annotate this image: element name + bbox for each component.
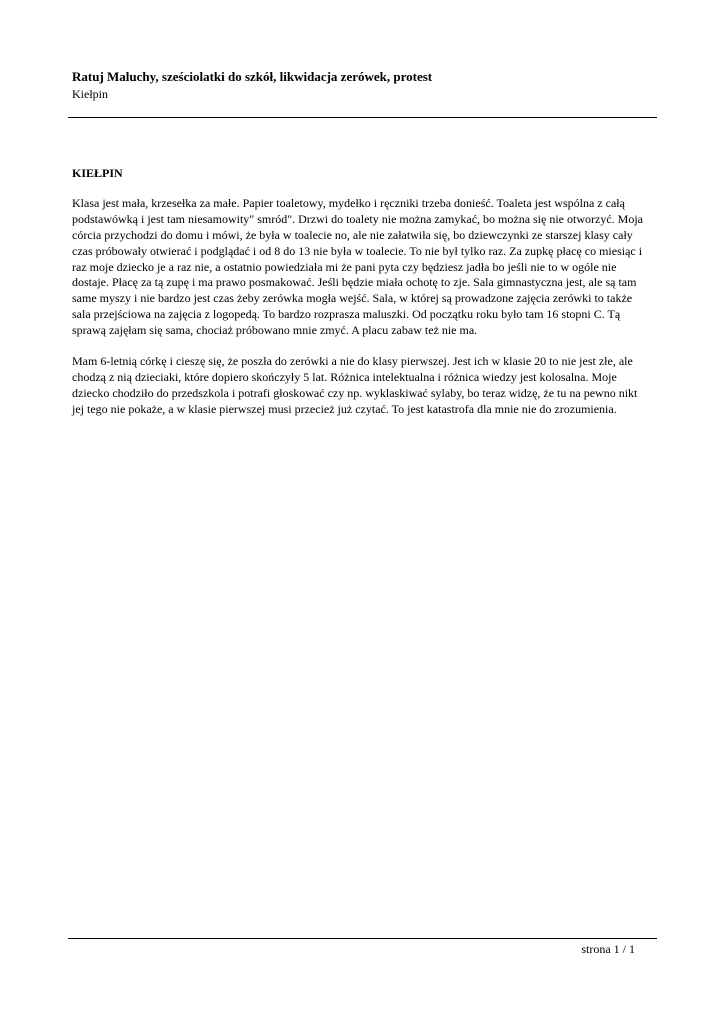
text-line: dostaje. Płacę za tą zupę i ma prawo posmakować. Jeśli będzie miała ochotę to zje. Sala gimnastyczna jest, ale są tam	[72, 275, 637, 290]
paragraph-1	[72, 196, 657, 339]
text-line: córcia przychodzi do domu i mówi, że była w toalecie no, ale nie załatwiła się, bo dziewczynki ze starszej klasy cały	[72, 227, 633, 242]
document-body	[72, 166, 657, 433]
text-line: czas próbowały otwierać i podglądać i od 8 do 13 nie była w toalecie. To nie był tylko raz. Za zupkę płacę co miesiąc i	[72, 243, 643, 258]
document-title: Ratuj Maluchy, sześciolatki do szkół, likwidacja zerówek, protest	[72, 69, 433, 84]
text-line: Mam 6-letnią córkę i cieszę się, że poszła do zerówki a nie do klasy pierwszej. Jest ich w klasie 20 to nie jest złe, ale	[72, 354, 633, 369]
text-line: jej tego nie pokaże, a w klasie pierwszej musi przecież już czytać. To jest katastrofa dla mnie nie do zrozumienia.	[72, 401, 617, 416]
text-line: sprawą zajęłam się sama, chociaż próbowano mnie zmyć. A placu zabaw też nie ma.	[72, 323, 478, 338]
header-divider	[68, 117, 657, 118]
paragraph-2	[72, 354, 657, 418]
section-heading: KIEŁPIN	[72, 166, 123, 180]
text-line: raz moje dziecko je a raz nie, a ostatnio powiedziała mi że pani pyta czy będziesz jadła bo jeśli nie to w ogóle nie	[72, 259, 617, 274]
document-subtitle: Kiełpin	[72, 87, 108, 101]
text-line: sala przejściowa na zajęcia z logopedą. To bardzo rozprasza maluszki. Od początku roku było tam 16 stopni C. Tą	[72, 307, 621, 322]
text-line: same myszy i nie bardzo jest czas żeby zerówka mogła wejść. Sala, w której są prowadzone zajęcia zerówki to także	[72, 291, 633, 306]
text-line: dziecko chodziło do przedszkola i potrafi głoskować czy np. wyklaskiwać sylaby, bo teraz widzę, że tu na pewno nikt	[72, 385, 638, 400]
footer-divider	[68, 938, 657, 939]
text-line: podstawówką i jest tam niesamowity" smród". Drzwi do toalety nie można zamykać, bo można się nie otworzyć. Moja	[72, 211, 643, 226]
text-line: chodzą z nią dzieciaki, które dopiero skończyły 5 lat. Różnica intelektualna i różnica wiedzy jest kolosalna. Moje	[72, 369, 617, 384]
page-number: strona 1 / 1	[581, 942, 635, 956]
text-line: Klasa jest mała, krzesełka za małe. Papier toaletowy, mydełko i ręczniki trzeba donieść. Toaleta jest wspólna z całą	[72, 195, 625, 210]
page-header	[72, 68, 657, 102]
